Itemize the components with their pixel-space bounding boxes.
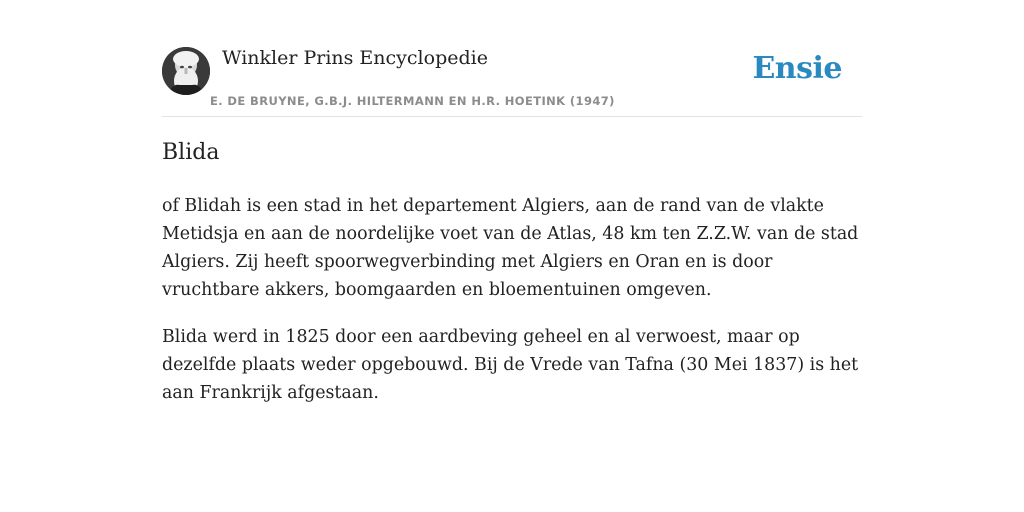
portrait-avatar[interactable] [162, 47, 210, 95]
page [162, 0, 862, 512]
entry-title: Blida [162, 140, 220, 165]
entry-body [162, 192, 862, 426]
portrait-icon [162, 47, 210, 95]
ensie-logo[interactable]: Ensie [752, 51, 842, 86]
site-title-link[interactable]: Winkler Prins Encyclopedie [222, 47, 488, 69]
entry-paragraph: of Blidah is een stad in het departement Algiers, aan de rand van de vlakte Metidsja en aan de noordelijke voet van de Atlas, 48 km ten Z.Z.W. van de stad Algiers. Zij heeft spoorwegverbinding met Algiers en Oran en is door vruchtbare akkers, boomgaarden en bloementuinen omgeven. [162, 196, 859, 300]
header [162, 46, 862, 117]
authors-byline: E. DE BRUYNE, G.B.J. HILTERMANN EN H.R. HOETINK (1947) [210, 94, 615, 108]
entry-paragraph: Blida werd in 1825 door een aardbeving geheel en al verwoest, maar op dezelfde plaats weder opgebouwd. Bij de Vrede van Tafna (30 Mei 1837) is het aan Frankrijk afgestaan. [162, 327, 859, 403]
